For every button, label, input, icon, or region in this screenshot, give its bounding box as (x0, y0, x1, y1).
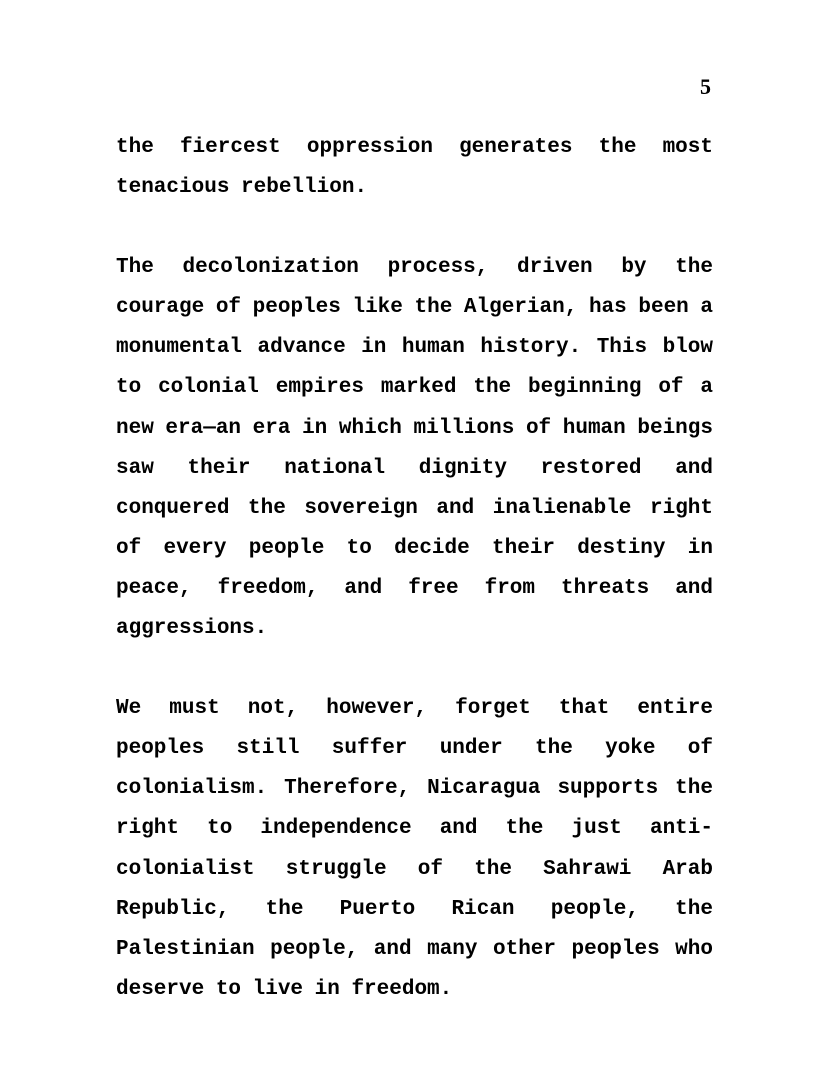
paragraph-1: the fiercest oppression generates the most tenacious rebellion. (116, 136, 713, 200)
paragraph-2: The decolonization process, driven by the courage of peoples like the Algerian, has been a monumental advance in human history. This blow to colonial empires marked the beginning of a new era—an era in which millions of human beings saw their national dignity restored and conquered the sovereign and inalienable right of every people to decide their destiny in peace, freedom, and free from threats and aggressions. (116, 256, 713, 641)
document-body (116, 128, 713, 1010)
page-number: 5 (700, 74, 711, 99)
paragraph-3: We must not, however, forget that entire peoples still suffer under the yoke of colonialism. Therefore, Nicaragua supports the right to independence and the just anti-colonialist struggle of the Sahrawi Arab Republic, the Puerto Rican people, the Palestinian people, and many other peoples who deserve to live in freedom. (116, 697, 713, 1001)
